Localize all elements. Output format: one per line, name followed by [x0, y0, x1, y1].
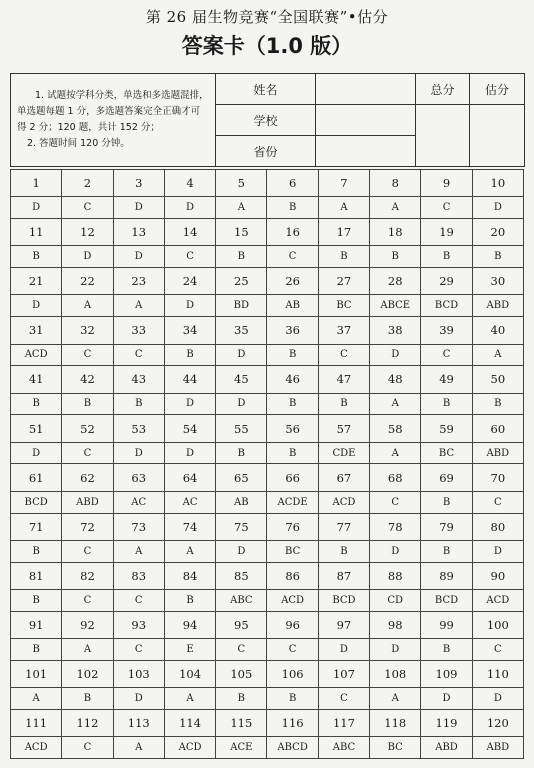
question-number: 62 — [62, 464, 113, 491]
answer-cell: B — [11, 246, 62, 268]
answer-cell: A — [472, 344, 523, 366]
answer-cell: C — [113, 344, 164, 366]
answer-cell: ACD — [267, 589, 318, 611]
question-number-row — [11, 415, 524, 442]
question-number: 55 — [216, 415, 267, 442]
question-number: 106 — [267, 660, 318, 687]
answer-cell: A — [62, 295, 113, 317]
question-number: 94 — [164, 611, 215, 638]
question-number: 95 — [216, 611, 267, 638]
question-number: 78 — [370, 513, 421, 540]
answer-cell: D — [472, 197, 523, 219]
question-number: 6 — [267, 170, 318, 197]
answer-row — [11, 688, 524, 710]
answer-row — [11, 491, 524, 513]
answer-cell: D — [113, 442, 164, 464]
question-number: 7 — [318, 170, 369, 197]
answer-cell: ABD — [421, 737, 472, 759]
answer-cell: B — [421, 393, 472, 415]
answer-cell: C — [62, 737, 113, 759]
question-number: 24 — [164, 268, 215, 295]
answer-cell: C — [62, 344, 113, 366]
total-score-label: 总分 — [416, 74, 470, 105]
answer-cell: A — [113, 295, 164, 317]
instructions-cell — [11, 74, 216, 167]
answer-cell: D — [164, 393, 215, 415]
question-number: 37 — [318, 317, 369, 344]
answer-cell: C — [267, 246, 318, 268]
answer-cell: C — [472, 638, 523, 660]
question-number: 57 — [318, 415, 369, 442]
name-field[interactable] — [316, 74, 416, 105]
question-number: 112 — [62, 709, 113, 736]
info-table — [10, 73, 525, 167]
question-number: 115 — [216, 709, 267, 736]
question-number: 85 — [216, 562, 267, 589]
question-number: 2 — [62, 170, 113, 197]
question-number: 56 — [267, 415, 318, 442]
answer-cell: ABD — [472, 737, 523, 759]
answer-cell: B — [472, 246, 523, 268]
question-number: 44 — [164, 366, 215, 393]
answer-row — [11, 295, 524, 317]
answer-cell: CD — [370, 589, 421, 611]
question-number: 89 — [421, 562, 472, 589]
answer-cell: ACE — [216, 737, 267, 759]
answer-cell: BCD — [318, 589, 369, 611]
question-number: 45 — [216, 366, 267, 393]
answer-cell: ABCE — [370, 295, 421, 317]
question-number: 71 — [11, 513, 62, 540]
question-number: 25 — [216, 268, 267, 295]
answer-cell: BC — [318, 295, 369, 317]
answer-cell: D — [62, 246, 113, 268]
school-field[interactable] — [316, 105, 416, 136]
question-number: 87 — [318, 562, 369, 589]
question-number: 91 — [11, 611, 62, 638]
question-number: 90 — [472, 562, 523, 589]
answer-grid — [10, 169, 524, 759]
answer-cell: B — [164, 344, 215, 366]
answer-cell: C — [113, 638, 164, 660]
question-number: 109 — [421, 660, 472, 687]
question-number-row — [11, 660, 524, 687]
province-field[interactable] — [316, 136, 416, 167]
question-number: 29 — [421, 268, 472, 295]
question-number: 21 — [11, 268, 62, 295]
question-number: 68 — [370, 464, 421, 491]
answer-cell: B — [216, 442, 267, 464]
answer-row — [11, 737, 524, 759]
answer-cell: D — [216, 540, 267, 562]
answer-cell: B — [11, 393, 62, 415]
answer-cell: B — [216, 246, 267, 268]
answer-cell: D — [113, 197, 164, 219]
answer-cell: C — [62, 197, 113, 219]
answer-cell: C — [421, 197, 472, 219]
answer-cell: AB — [267, 295, 318, 317]
answer-row — [11, 197, 524, 219]
answer-cell: A — [216, 197, 267, 219]
answer-cell: B — [318, 393, 369, 415]
answer-cell: ACD — [318, 491, 369, 513]
answer-cell: D — [421, 688, 472, 710]
question-number: 30 — [472, 268, 523, 295]
answer-cell: D — [216, 344, 267, 366]
question-number: 113 — [113, 709, 164, 736]
answer-cell: B — [267, 344, 318, 366]
question-number-row — [11, 709, 524, 736]
question-number: 118 — [370, 709, 421, 736]
answer-row — [11, 638, 524, 660]
question-number: 63 — [113, 464, 164, 491]
question-number: 39 — [421, 317, 472, 344]
question-number: 114 — [164, 709, 215, 736]
question-number: 92 — [62, 611, 113, 638]
question-number: 93 — [113, 611, 164, 638]
question-number: 104 — [164, 660, 215, 687]
province-label: 省份 — [216, 136, 316, 167]
question-number: 83 — [113, 562, 164, 589]
answer-cell: D — [11, 442, 62, 464]
answer-cell: ABD — [62, 491, 113, 513]
question-number: 10 — [472, 170, 523, 197]
answer-cell: B — [11, 540, 62, 562]
question-number: 111 — [11, 709, 62, 736]
question-number: 18 — [370, 219, 421, 246]
question-number: 36 — [267, 317, 318, 344]
answer-cell: D — [472, 540, 523, 562]
answer-cell: B — [318, 540, 369, 562]
answer-cell: ABD — [472, 295, 523, 317]
question-number: 100 — [472, 611, 523, 638]
answer-cell: C — [472, 491, 523, 513]
answer-cell: C — [62, 442, 113, 464]
answer-cell: BC — [267, 540, 318, 562]
question-number: 11 — [11, 219, 62, 246]
question-number: 13 — [113, 219, 164, 246]
question-number: 65 — [216, 464, 267, 491]
answer-cell: A — [11, 688, 62, 710]
question-number: 103 — [113, 660, 164, 687]
question-number: 105 — [216, 660, 267, 687]
answer-cell: ACD — [472, 589, 523, 611]
question-number: 52 — [62, 415, 113, 442]
instructions-text-2: 2. 答题时间 120 分钟。 — [27, 138, 130, 149]
question-number: 102 — [62, 660, 113, 687]
question-number: 22 — [62, 268, 113, 295]
answer-cell: C — [62, 540, 113, 562]
total-score-field[interactable] — [416, 105, 470, 167]
school-label: 学校 — [216, 105, 316, 136]
answer-cell: B — [267, 197, 318, 219]
answer-cell: A — [370, 393, 421, 415]
answer-cell: ABCD — [267, 737, 318, 759]
answer-cell: B — [113, 393, 164, 415]
question-number: 33 — [113, 317, 164, 344]
question-number: 80 — [472, 513, 523, 540]
question-number: 14 — [164, 219, 215, 246]
question-number-row — [11, 366, 524, 393]
question-number: 19 — [421, 219, 472, 246]
question-number: 46 — [267, 366, 318, 393]
answer-cell: B — [318, 246, 369, 268]
answer-cell: B — [472, 393, 523, 415]
answer-cell: BD — [216, 295, 267, 317]
question-number: 97 — [318, 611, 369, 638]
answer-cell: ACD — [164, 737, 215, 759]
answer-cell: C — [164, 246, 215, 268]
question-number: 38 — [370, 317, 421, 344]
answer-cell: C — [370, 491, 421, 513]
answer-cell: D — [164, 442, 215, 464]
answer-cell: B — [11, 589, 62, 611]
question-number: 51 — [11, 415, 62, 442]
answer-cell: B — [267, 688, 318, 710]
answer-cell: B — [267, 442, 318, 464]
question-number: 1 — [11, 170, 62, 197]
question-number: 54 — [164, 415, 215, 442]
question-number: 77 — [318, 513, 369, 540]
answer-cell: A — [370, 688, 421, 710]
question-number: 66 — [267, 464, 318, 491]
question-number: 107 — [318, 660, 369, 687]
question-number-row — [11, 170, 524, 197]
answer-cell: ABC — [216, 589, 267, 611]
answer-cell: C — [62, 589, 113, 611]
answer-cell: C — [113, 589, 164, 611]
question-number: 110 — [472, 660, 523, 687]
answer-cell: B — [421, 246, 472, 268]
page-subtitle: 答案卡（1.0 版） — [181, 34, 353, 58]
question-number: 72 — [62, 513, 113, 540]
answer-row — [11, 344, 524, 366]
answer-cell: B — [216, 688, 267, 710]
question-number: 40 — [472, 317, 523, 344]
answer-cell: D — [472, 688, 523, 710]
answer-cell: A — [164, 540, 215, 562]
name-label: 姓名 — [216, 74, 316, 105]
answer-cell: C — [216, 638, 267, 660]
answer-cell: D — [11, 295, 62, 317]
question-number: 35 — [216, 317, 267, 344]
question-number-row — [11, 268, 524, 295]
answer-cell: CDE — [318, 442, 369, 464]
answer-cell: D — [370, 344, 421, 366]
answer-cell: ACDE — [267, 491, 318, 513]
answer-row — [11, 540, 524, 562]
answer-cell: C — [318, 344, 369, 366]
answer-row — [11, 393, 524, 415]
question-number: 86 — [267, 562, 318, 589]
question-number: 60 — [472, 415, 523, 442]
question-number: 50 — [472, 366, 523, 393]
answer-cell: D — [216, 393, 267, 415]
question-number: 88 — [370, 562, 421, 589]
answer-cell: BC — [421, 442, 472, 464]
question-number: 27 — [318, 268, 369, 295]
answer-cell: B — [421, 638, 472, 660]
question-number: 79 — [421, 513, 472, 540]
question-number: 96 — [267, 611, 318, 638]
question-number: 70 — [472, 464, 523, 491]
answer-cell: D — [11, 197, 62, 219]
answer-cell: AC — [164, 491, 215, 513]
answer-cell: ACD — [11, 344, 62, 366]
answer-cell: B — [62, 688, 113, 710]
answer-cell: B — [370, 246, 421, 268]
question-number: 26 — [267, 268, 318, 295]
question-number: 119 — [421, 709, 472, 736]
question-number-row — [11, 611, 524, 638]
answer-cell: C — [421, 344, 472, 366]
answer-row — [11, 246, 524, 268]
question-number: 3 — [113, 170, 164, 197]
answer-cell: A — [370, 197, 421, 219]
question-number: 69 — [421, 464, 472, 491]
question-number: 17 — [318, 219, 369, 246]
answer-cell: BCD — [421, 295, 472, 317]
answer-cell: AC — [113, 491, 164, 513]
question-number: 23 — [113, 268, 164, 295]
question-number: 15 — [216, 219, 267, 246]
answer-cell: BCD — [11, 491, 62, 513]
question-number: 75 — [216, 513, 267, 540]
question-number: 81 — [11, 562, 62, 589]
instructions-text-1: 1. 试题按学科分类，单选和多选题混排，单选题每题 1 分，多选题答案完全正确才可得 2 分；120 题，共计 152 分； — [17, 90, 209, 133]
question-number: 61 — [11, 464, 62, 491]
answer-cell: B — [62, 393, 113, 415]
answer-cell: D — [113, 688, 164, 710]
question-number: 8 — [370, 170, 421, 197]
question-number-row — [11, 317, 524, 344]
question-number: 32 — [62, 317, 113, 344]
question-number: 64 — [164, 464, 215, 491]
answer-cell: AB — [216, 491, 267, 513]
question-number: 58 — [370, 415, 421, 442]
question-number: 20 — [472, 219, 523, 246]
question-number: 12 — [62, 219, 113, 246]
question-number: 82 — [62, 562, 113, 589]
question-number-row — [11, 219, 524, 246]
question-number: 117 — [318, 709, 369, 736]
estimate-label: 估分 — [470, 74, 525, 105]
question-number: 34 — [164, 317, 215, 344]
answer-cell: D — [318, 638, 369, 660]
question-number: 41 — [11, 366, 62, 393]
question-number: 31 — [11, 317, 62, 344]
answer-cell: E — [164, 638, 215, 660]
answer-cell: B — [421, 540, 472, 562]
answer-cell: A — [62, 638, 113, 660]
question-number: 9 — [421, 170, 472, 197]
question-number: 120 — [472, 709, 523, 736]
answer-cell: A — [164, 688, 215, 710]
question-number: 59 — [421, 415, 472, 442]
answer-cell: D — [164, 295, 215, 317]
question-number-row — [11, 464, 524, 491]
question-number: 76 — [267, 513, 318, 540]
question-number: 98 — [370, 611, 421, 638]
question-number: 73 — [113, 513, 164, 540]
answer-cell: BCD — [421, 589, 472, 611]
answer-cell: A — [370, 442, 421, 464]
answer-cell: A — [113, 540, 164, 562]
answer-cell: A — [318, 197, 369, 219]
question-number: 108 — [370, 660, 421, 687]
question-number: 48 — [370, 366, 421, 393]
answer-cell: D — [164, 197, 215, 219]
answer-cell: B — [11, 638, 62, 660]
question-number: 84 — [164, 562, 215, 589]
question-number: 99 — [421, 611, 472, 638]
question-number: 74 — [164, 513, 215, 540]
question-number-row — [11, 562, 524, 589]
question-number: 47 — [318, 366, 369, 393]
answer-cell: C — [318, 688, 369, 710]
question-number: 101 — [11, 660, 62, 687]
question-number: 4 — [164, 170, 215, 197]
answer-cell: A — [113, 737, 164, 759]
answer-cell: D — [370, 540, 421, 562]
answer-cell: ABD — [472, 442, 523, 464]
answer-cell: ACD — [11, 737, 62, 759]
question-number: 116 — [267, 709, 318, 736]
question-number: 43 — [113, 366, 164, 393]
question-number: 67 — [318, 464, 369, 491]
question-number-row — [11, 513, 524, 540]
estimate-field[interactable] — [470, 105, 525, 167]
answer-cell: B — [164, 589, 215, 611]
question-number: 28 — [370, 268, 421, 295]
answer-cell: D — [370, 638, 421, 660]
answer-cell: BC — [370, 737, 421, 759]
question-number: 53 — [113, 415, 164, 442]
question-number: 49 — [421, 366, 472, 393]
answer-cell: B — [267, 393, 318, 415]
question-number: 16 — [267, 219, 318, 246]
answer-cell: ABC — [318, 737, 369, 759]
answer-row — [11, 589, 524, 611]
answer-cell: C — [267, 638, 318, 660]
page-title: 第 26 届生物竞赛“全国联赛”•估分 — [145, 8, 389, 26]
question-number: 5 — [216, 170, 267, 197]
question-number: 42 — [62, 366, 113, 393]
answer-row — [11, 442, 524, 464]
answer-cell: D — [113, 246, 164, 268]
answer-cell: B — [421, 491, 472, 513]
